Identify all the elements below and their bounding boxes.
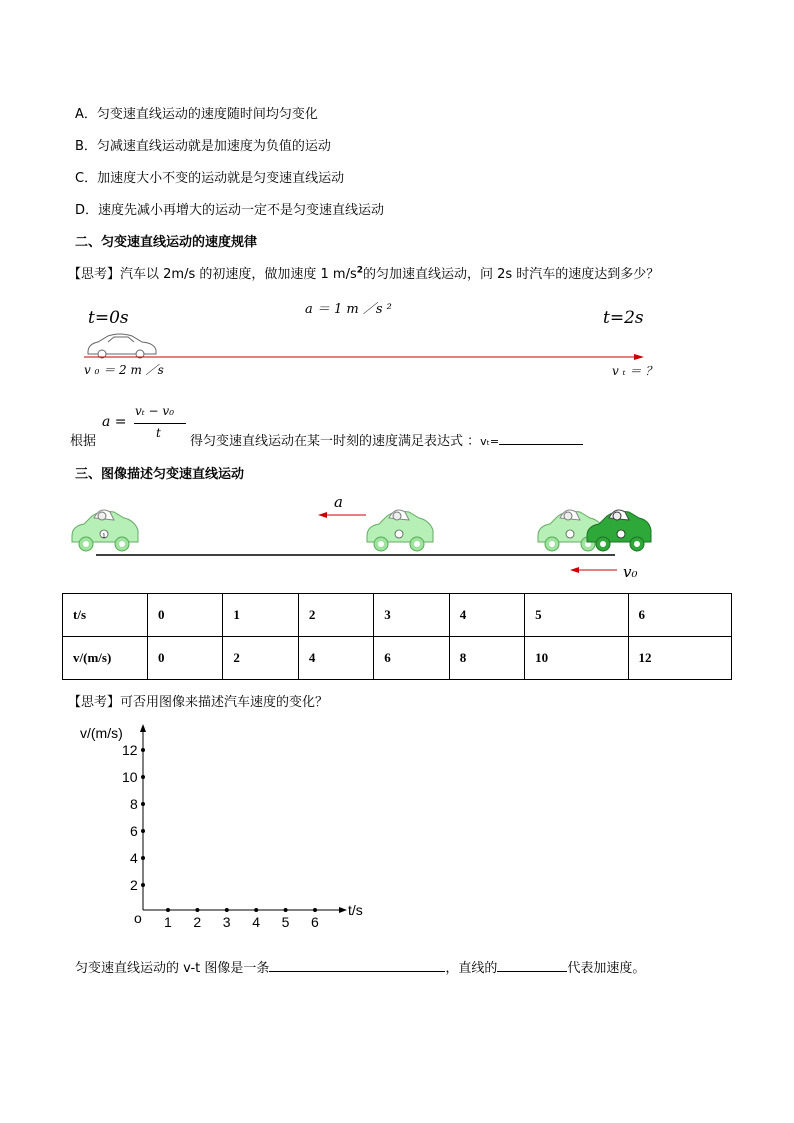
table-cell: 2 [298,594,373,637]
y-tick-dot [141,748,145,752]
section-3-heading: 三、图像描述匀变速直线运动 [75,467,245,482]
fraction-bar [134,423,186,424]
section-2-heading: 二、匀变速直线运动的速度规律 [75,235,258,250]
formula-prefix: 根据 [70,434,97,449]
think-prompt-1 [68,263,659,282]
cars-diagram [70,490,660,585]
table-cell: 10 [525,637,628,680]
answer-blank-line[interactable] [269,958,445,972]
acceleration-arrowhead [318,512,327,518]
car-icon [367,510,433,551]
table-cell: 4 [298,637,373,680]
think-text-2: 的匀加速直线运动，问 2s 时汽车的速度达到多少？ [363,267,660,282]
table-cell: 12 [628,637,731,680]
table-cell: 6 [628,594,731,637]
velocity-time-table [62,593,732,680]
x-tick-label: 4 [252,914,260,930]
x-tick-dot [225,908,229,912]
motion-arrowhead [634,354,644,360]
x-tick-label: 1 [164,914,172,930]
table-cell: 0 [148,594,223,637]
x-tick-label: 2 [193,914,202,930]
formula-sentence: 得匀变速直线运动在某一时刻的速度满足表达式 ：vₜ= [190,430,583,449]
option-d: D．速度先减小再增大的运动一定不是匀变速直线运动 [75,203,385,218]
y-tick-dot [141,802,145,806]
y-tick-label: 6 [130,823,138,839]
think-tag-2: 【思考】 [68,695,121,710]
table-cell: 2 [223,637,298,680]
table-cell: 8 [449,637,524,680]
x-tick-dot [195,908,199,912]
x-tick-dot [166,908,170,912]
answer-blank-vt[interactable] [499,431,583,445]
t0-label: t=0s [88,308,129,328]
vt-equals: vₜ= [480,435,500,448]
vt-label: v ₜ ＝ ？ [612,364,658,378]
final-sentence: 匀变速直线运动的 v-t 图像是一条 ，直线的 代表加速度。 [75,957,645,976]
velocity-arrowhead [570,567,579,573]
formula-denominator: t [156,426,161,440]
y-tick-label: 10 [122,769,138,785]
y-tick-dot [141,856,145,860]
x-tick-label: 5 [281,914,290,930]
x-tick-label: 6 [311,914,319,930]
origin-label: o [134,910,142,926]
option-b: B．匀减速直线运动就是加速度为负值的运动 [75,139,331,154]
think-superscript: 2 [356,265,363,276]
table-cell: 6 [374,637,449,680]
acceleration-label: a ＝ 1 m ／s ² [305,302,392,317]
answer-blank-slope[interactable] [497,958,567,972]
car-number: 1 [102,533,106,540]
y-tick-dot [141,829,145,833]
table-cell: 4 [449,594,524,637]
think-tag: 【思考】 [68,267,121,282]
x-tick-dot [254,908,258,912]
table-cell: 1 [223,594,298,637]
table-cell: 0 [148,637,223,680]
x-tick-dot [284,908,288,912]
cars-v0-label: v₀ [623,563,638,581]
car-outline-icon [88,334,156,358]
x-axis-label: t/s [348,902,363,918]
y-tick-dot [141,775,145,779]
table-cell: t/s [63,594,148,637]
car-icon-dark [587,510,651,551]
think-text-1: 汽车以 2m/s 的初速度，做加速度 1 m/s [120,267,357,282]
x-tick-dot [313,908,317,912]
y-axis-label: v/(m/s) [80,725,123,741]
y-axis-arrowhead [140,724,146,732]
motion-diagram [84,330,654,360]
think-prompt-2 [68,691,328,710]
table-cell: v/(m/s) [63,637,148,680]
y-tick-label: 8 [130,796,138,812]
y-tick-dot [141,883,145,887]
table-row [63,594,732,637]
formula-numerator: vₜ − v₀ [135,404,175,418]
table-cell: 5 [525,594,628,637]
car-icon [72,510,138,551]
y-tick-label: 2 [130,877,138,893]
y-tick-label: 4 [130,850,138,866]
x-tick-label: 3 [222,914,231,930]
option-c: C．加速度大小不变的运动就是匀变速直线运动 [75,171,345,186]
option-a: A．匀变速直线运动的速度随时间均匀变化 [75,107,318,122]
y-tick-label: 12 [122,742,138,758]
x-axis-arrowhead [339,907,347,913]
vt-chart [70,720,380,935]
t2-label: t=2s [603,308,644,328]
cars-a-label: a [334,493,343,511]
table-cell: 3 [374,594,449,637]
v0-label: v ₀ ＝ 2 m ／s [84,363,164,377]
formula-a: a = [102,414,127,430]
table-row [63,637,732,680]
think-text-2b: 可否用图像来描述汽车速度的变化？ [120,695,329,710]
